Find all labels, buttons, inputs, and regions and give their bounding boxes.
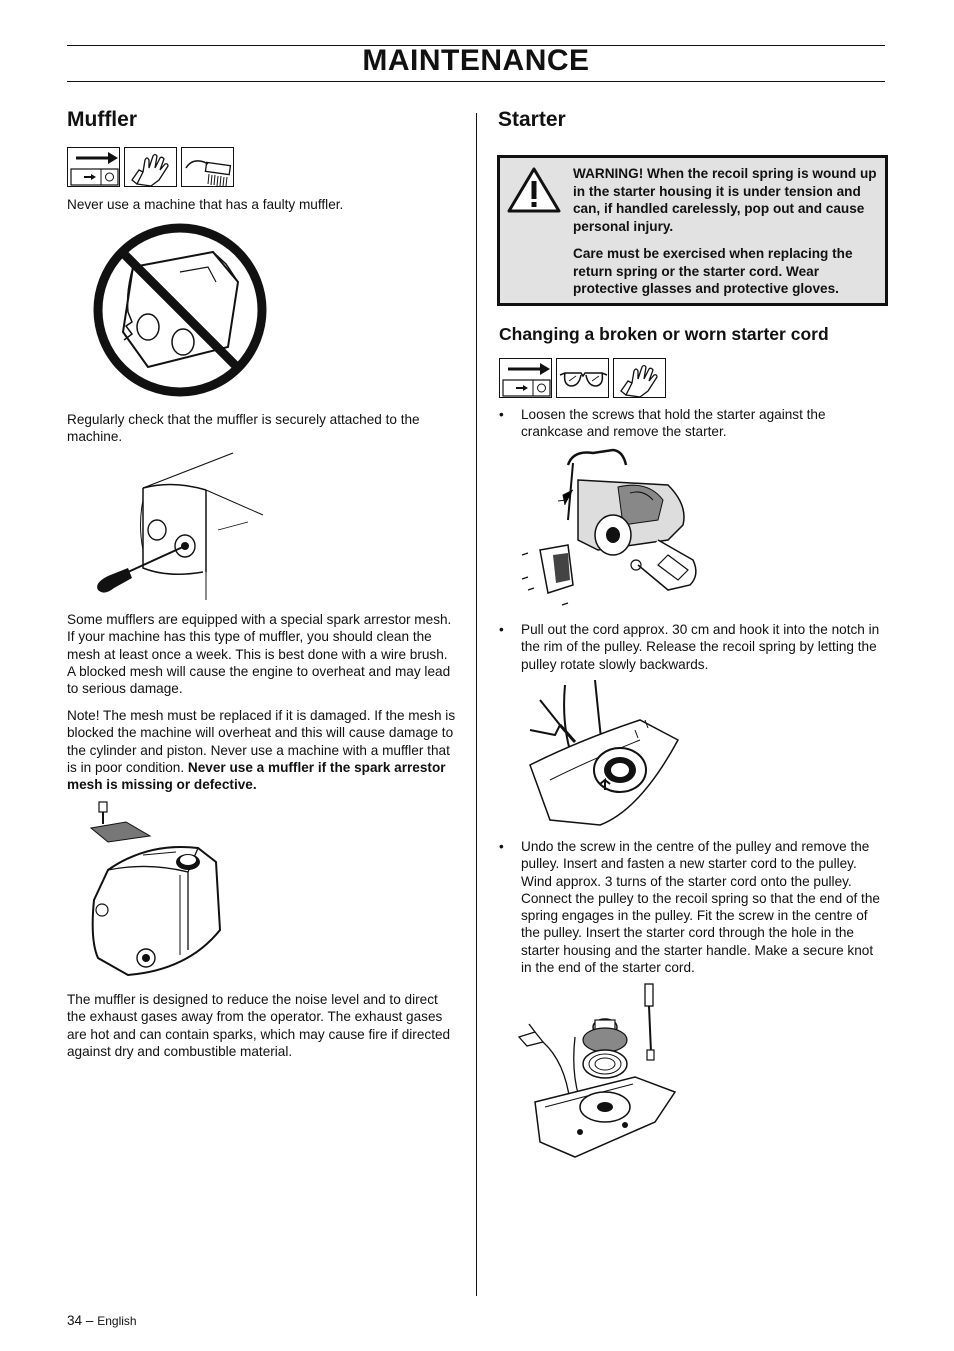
muffler-paragraph-4	[67, 707, 457, 793]
muffler-icon-row	[67, 147, 234, 187]
muffler-paragraph-5: The muffler is designed to reduce the noise level and to direct the exhaust gases away from the operator. The exhaust gases are hot and can contain sparks, which may cause fire if directed against dry and combustible material.	[67, 992, 451, 1059]
muffler-note-text: Note! The mesh must be replaced if it is damaged. If the mesh is blocked the machine will overheat and this will cause damage to the cylinder and piston. Never use a machine with a muffler that is in poor condition.	[67, 708, 456, 775]
chainsaw-remove-starter-illustration	[518, 445, 703, 610]
manual-reference-icon	[67, 147, 120, 187]
column-divider	[476, 113, 477, 1296]
page-title: MAINTENANCE	[362, 44, 590, 77]
page-number: 34 –	[67, 1313, 98, 1328]
page-footer	[67, 1313, 137, 1328]
muffler-screw-check-illustration	[88, 450, 268, 602]
step-3-text: Undo the screw in the centre of the pulley and remove the pulley. Insert and fasten a new starter cord to the pulley. Wind approx. 3 turns of the starter cord onto the pulley. Connect the pulley to the recoil spring so that the end of the spring engages in the pulley. Fit the screw in the centre of the pulley. Insert the starter cord through the hole in the starter housing and the starter handle. Make a secure knot in the end of the starter cord.	[521, 839, 880, 976]
glove-icon	[613, 358, 666, 398]
starter-cord-replacement-illustration	[515, 982, 680, 1160]
glasses-icon	[556, 358, 609, 398]
header-rule-bottom	[67, 81, 885, 82]
muffler-paragraph-2: Regularly check that the muffler is securely attached to the machine.	[67, 412, 420, 445]
footer-language: English	[97, 1314, 137, 1328]
muffler-paragraph-1: Never use a machine that has a faulty muffler.	[67, 197, 344, 212]
manual-reference-icon	[499, 358, 552, 398]
bullet-marker: •	[499, 839, 504, 854]
warning-triangle-icon	[506, 166, 562, 214]
muffler-paragraph-3: Some mufflers are equipped with a special spark arrestor mesh. If your machine has this type of muffler, you should clean the mesh at least once a week. This is best done with a wire brush. A blocked mesh will cause the engine to overheat and may lead to serious damage.	[67, 612, 452, 697]
step-2-text: Pull out the cord approx. 30 cm and hook it into the notch in the rim of the pulley. Release the recoil spring by letting the pulley rotate slowly backwards.	[521, 622, 880, 672]
muffler-note-warning: Never use a muffler if the spark arrestor mesh is missing or defective.	[67, 759, 446, 793]
starter-heading: Starter	[498, 108, 566, 131]
faulty-muffler-prohibited-illustration	[88, 222, 273, 402]
warning-box	[497, 155, 888, 306]
glove-icon	[124, 147, 177, 187]
step-1-text: Loosen the screws that hold the starter against the crankcase and remove the starter.	[521, 407, 826, 440]
starter-icon-row	[499, 358, 666, 398]
bullet-marker: •	[499, 622, 504, 637]
muffler-heading: Muffler	[67, 108, 137, 131]
spark-arrestor-muffler-illustration	[88, 800, 228, 985]
bullet-marker: •	[499, 407, 504, 422]
brush-icon	[181, 147, 234, 187]
warning-paragraph-2: Care must be exercised when replacing the return spring or the starter cord. Wear protective glasses and protective gloves.	[573, 246, 853, 296]
starter-cord-notch-illustration	[520, 680, 680, 826]
warning-paragraph-1: WARNING! When the recoil spring is wound up in the starter housing it is under tension and can, if handled carelessly, pop out and cause personal injury.	[573, 166, 877, 234]
warning-text	[573, 165, 878, 308]
starter-cord-subheading: Changing a broken or worn starter cord	[499, 324, 829, 344]
